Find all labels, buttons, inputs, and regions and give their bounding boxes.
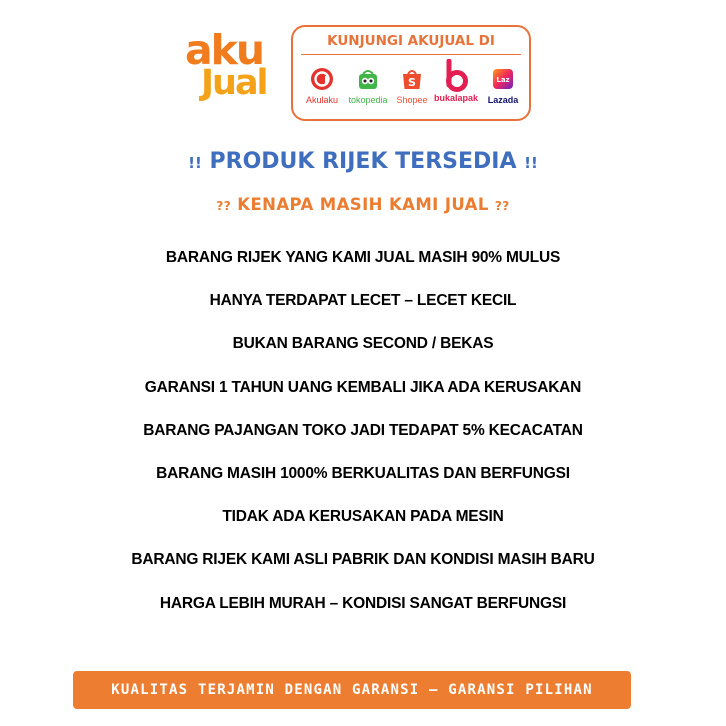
akujual-logo	[183, 26, 278, 110]
store-name: tokopedia	[348, 95, 388, 105]
akulaku-icon	[310, 67, 334, 91]
main-heading-text: PRODUK RIJEK TERSEDIA	[209, 149, 517, 174]
visit-divider	[301, 54, 521, 55]
main-heading	[0, 149, 726, 174]
logo-text-aku: aku	[185, 26, 264, 74]
benefit-item: BARANG MASIH 1000% BERKUALITAS DAN BERFUNGSI	[156, 464, 570, 482]
guarantee-banner	[73, 671, 631, 709]
sub-heading	[0, 195, 726, 214]
tokopedia-icon	[356, 67, 380, 91]
store-bukalapak-link[interactable]	[432, 67, 480, 117]
benefit-item: HARGA LEBIH MURAH – KONDISI SANGAT BERFUNGSI	[159, 594, 567, 612]
benefit-item: TIDAK ADA KERUSAKAN PADA MESIN	[222, 508, 504, 526]
logo-text-jual: Jual	[201, 63, 267, 103]
benefit-item: BARANG RIJEK KAMI ASLI PABRIK DAN KONDISI MASIH BARU	[131, 551, 595, 569]
store-name: bukalapak	[433, 93, 479, 103]
visit-stores-title: KUNJUNGI AKUJUAL DI	[327, 33, 495, 49]
store-shopee-link[interactable]	[394, 67, 430, 117]
store-name: Akulaku	[305, 95, 339, 105]
svg-text:Laz: Laz	[496, 76, 510, 84]
store-name: Lazada	[487, 95, 519, 105]
guarantee-banner-text: KUALITAS TERJAMIN DENGAN GARANSI – GARANSI PILIHAN	[111, 682, 593, 698]
visit-stores-box	[291, 25, 531, 121]
exclamation-mark-left: !!	[188, 154, 202, 172]
benefit-item: HANYA TERDAPAT LECET – LECET KECIL	[209, 292, 517, 310]
exclamation-mark-right: !!	[524, 154, 538, 172]
sub-heading-text: KENAPA MASIH KAMI JUAL	[237, 195, 489, 214]
store-akulaku-link[interactable]	[302, 67, 342, 117]
shopee-icon	[400, 67, 424, 91]
question-mark-left: ??	[216, 199, 232, 213]
benefit-item: GARANSI 1 TAHUN UANG KEMBALI JIKA ADA KERUSAKAN	[144, 378, 582, 396]
benefits-list	[0, 248, 726, 637]
store-tokopedia-link[interactable]	[345, 67, 391, 117]
bukalapak-icon	[443, 59, 469, 93]
benefit-item: BARANG RIJEK YANG KAMI JUAL MASIH 90% MULUS	[165, 249, 561, 266]
lazada-icon	[491, 67, 515, 91]
benefit-item: BARANG PAJANGAN TOKO JADI TEDAPAT 5% KECACATAN	[143, 421, 583, 439]
svg-text:S: S	[408, 76, 416, 89]
store-name: Shopee	[396, 95, 428, 105]
store-lazada-link[interactable]	[483, 67, 523, 117]
question-mark-right: ??	[494, 199, 510, 213]
benefit-item: BUKAN BARANG SECOND / BEKAS	[232, 335, 494, 353]
